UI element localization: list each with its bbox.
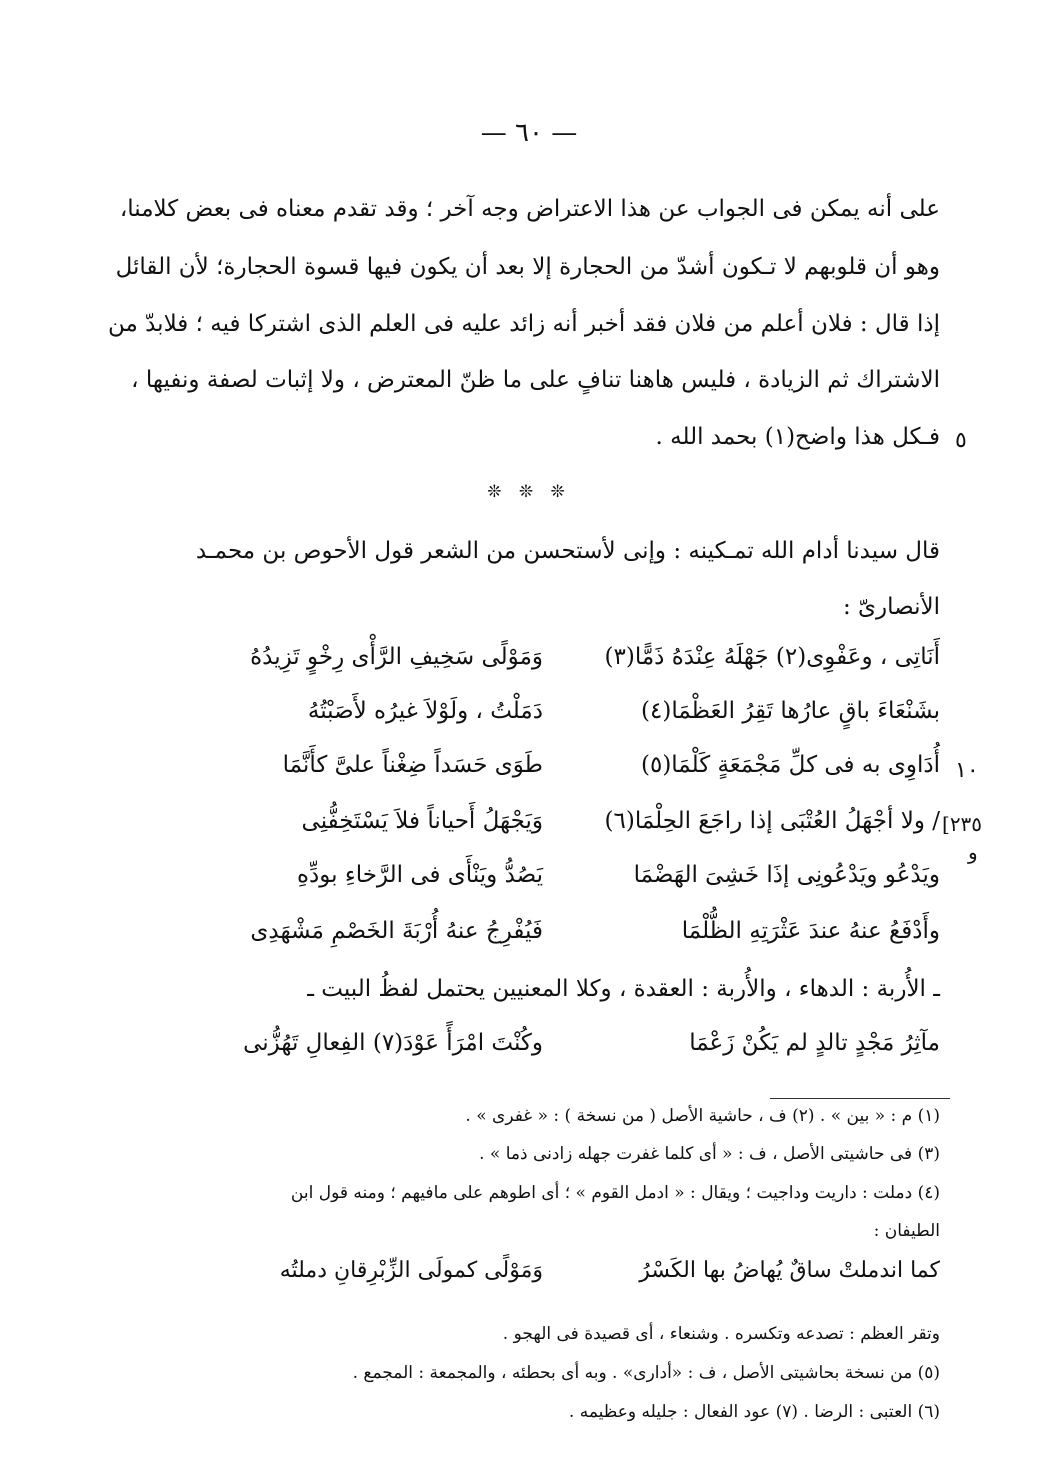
page-number: — ٦٠ — xyxy=(480,118,578,148)
verse-first-hemistich: أَنَاتِى ، وعَفْوِى(٢) جَهْلَهُ عِنْدَهُ ذَمًّا(٣) xyxy=(604,644,940,670)
footnote-line: الطيفان : xyxy=(873,1221,940,1241)
paragraph-line: إذا قال : فلان أعلم من فلان فقد أخبر أنه زائد عليه فى العلم الذى اشتركا فيه ؛ فلابدّ من xyxy=(107,311,940,337)
verse-first-hemistich: بشَنْعَاءَ باقٍ عارُها تَقِرُ العَظْمَا(٤) xyxy=(641,698,940,724)
verse-first-hemistich: أُدَاوِى به فى كلِّ مَجْمَعَةٍ كَلْمَا(٥) xyxy=(640,752,940,778)
verse-second-hemistich: طَوَى حَسَداً ضِغْناً علىَّ كأَنَّمَا xyxy=(282,752,543,778)
line-number-marker: ١٠ xyxy=(955,758,979,783)
verse-second-hemistich: وَمَوْلًى سَخِيفِ الرَّأْى رِخْوٍ تَزِيدُهُ xyxy=(250,644,543,670)
margin-page-reference: [٢٣٥ xyxy=(942,812,983,836)
paragraph-line: وهو أن قلوبهم لا تـكون أشدّ من الحجارة إلا بعد أن يكون فيها قسوة الحجارة؛ لأن القائل xyxy=(115,254,940,280)
footnote-line: (٣) فى حاشيتى الأصل ، ف : « أى كلما غفرت جهله زادنى ذما » . xyxy=(479,1144,940,1164)
paragraph-line: على أنه يمكن فى الجواب عن هذا الاعتراض وجه آخر ؛ وقد تقدم معناه فى بعض كلامنا، xyxy=(119,196,940,222)
verse-first-hemistich: مآثِرُ مَجْدٍ تالدٍ لم يَكُنْ زَعْمَا xyxy=(689,1030,940,1056)
footnote-line: (١) م : « بين » . (٢) ف ، حاشية الأصل ( من نسخة ) : « غفرى » . xyxy=(465,1106,940,1126)
footnote-line: (٦) العتبى : الرضا . (٧) عود الفعال : جليله وعظيمه . xyxy=(568,1402,940,1422)
footnote-verse-second: وَمَوْلًى كمولَى الزِّبْرِقانِ دملتُه xyxy=(279,1258,543,1283)
section-separator: ❊ ❊ ❊ xyxy=(487,482,571,502)
verse-first-hemistich: ويَدْعُو ويَدْعُونِى إذَا خَشِىَ الهَضْمَا xyxy=(633,862,940,888)
margin-page-reference-side: و xyxy=(968,840,978,864)
verse-second-hemistich: وكُنْتَ امْرَأً عَوْدَ(٧) الفِعالِ تَهُزُّنى xyxy=(243,1030,543,1056)
footnote-line: (٥) من نسخة بحاشيتى الأصل ، ف : «أدارى» . وبه أى بحطئه ، والمجمعة : المجمع . xyxy=(352,1363,940,1383)
paragraph-line: فـكل هذا واضح(١) بحمد الله . xyxy=(655,424,940,450)
verse-second-hemistich: يَصُدُّ ويَنْأَى فى الرَّخاءِ بودِّهِ xyxy=(297,862,543,888)
intro-line: الأنصارىّ : xyxy=(842,594,940,620)
footnote-line: (٤) دملت : داريت وداجيت ؛ ويقال : « ادمل القوم » ؛ أى اطوهم على مافيهم ؛ ومنه قول ابن xyxy=(290,1183,940,1203)
footnote-line: وتقر العظم : تصدعه وتكسره . وشنعاء ، أى قصيدة فى الهجو . xyxy=(502,1324,940,1344)
paragraph-line: الاشتراك ثم الزيادة ، فليس هاهنا تنافٍ على ما ظنّ المعترض ، ولا إثبات لصفة ونفيها ، xyxy=(131,367,940,393)
intro-line: قال سيدنا أدام الله تمـكينه : وإنى لأستحسن من الشعر قول الأحوص بن محمـد xyxy=(195,538,940,564)
verse-second-hemistich: فَيُفْرِجُ عنهُ أُرْبَةَ الخَصْمِ مَشْهَدِى xyxy=(250,918,543,944)
verse-second-hemistich: وَيَجْهَلُ أَحياناً فلاَ يَسْتَخِفُّنِى xyxy=(301,808,543,834)
gloss-line: ـ الأُربة : الدهاء ، والأُربة : العقدة ، وكلا المعنيين يحتمل لفظُ البيت ـ xyxy=(307,976,940,1002)
footnote-rule xyxy=(770,1098,950,1099)
verse-first-hemistich: / ولا أجْهَلُ العُتْبَى إذا راجَعَ الحِلْمَا(٦) xyxy=(604,808,940,834)
verse-second-hemistich: دَمَلْتُ ، ولَوْلاَ غيرُه لأَصَبْتُهُ xyxy=(307,698,543,724)
line-number-marker: ٥ xyxy=(955,428,967,453)
footnote-verse-first: كما اندملتْ ساقٌ يُهاضُ بها الكَسْرُ xyxy=(639,1258,940,1283)
verse-first-hemistich: وأَدْفَعُ عنهُ عندَ عَثْرَتِهِ الظُّلْمَا xyxy=(681,918,940,944)
